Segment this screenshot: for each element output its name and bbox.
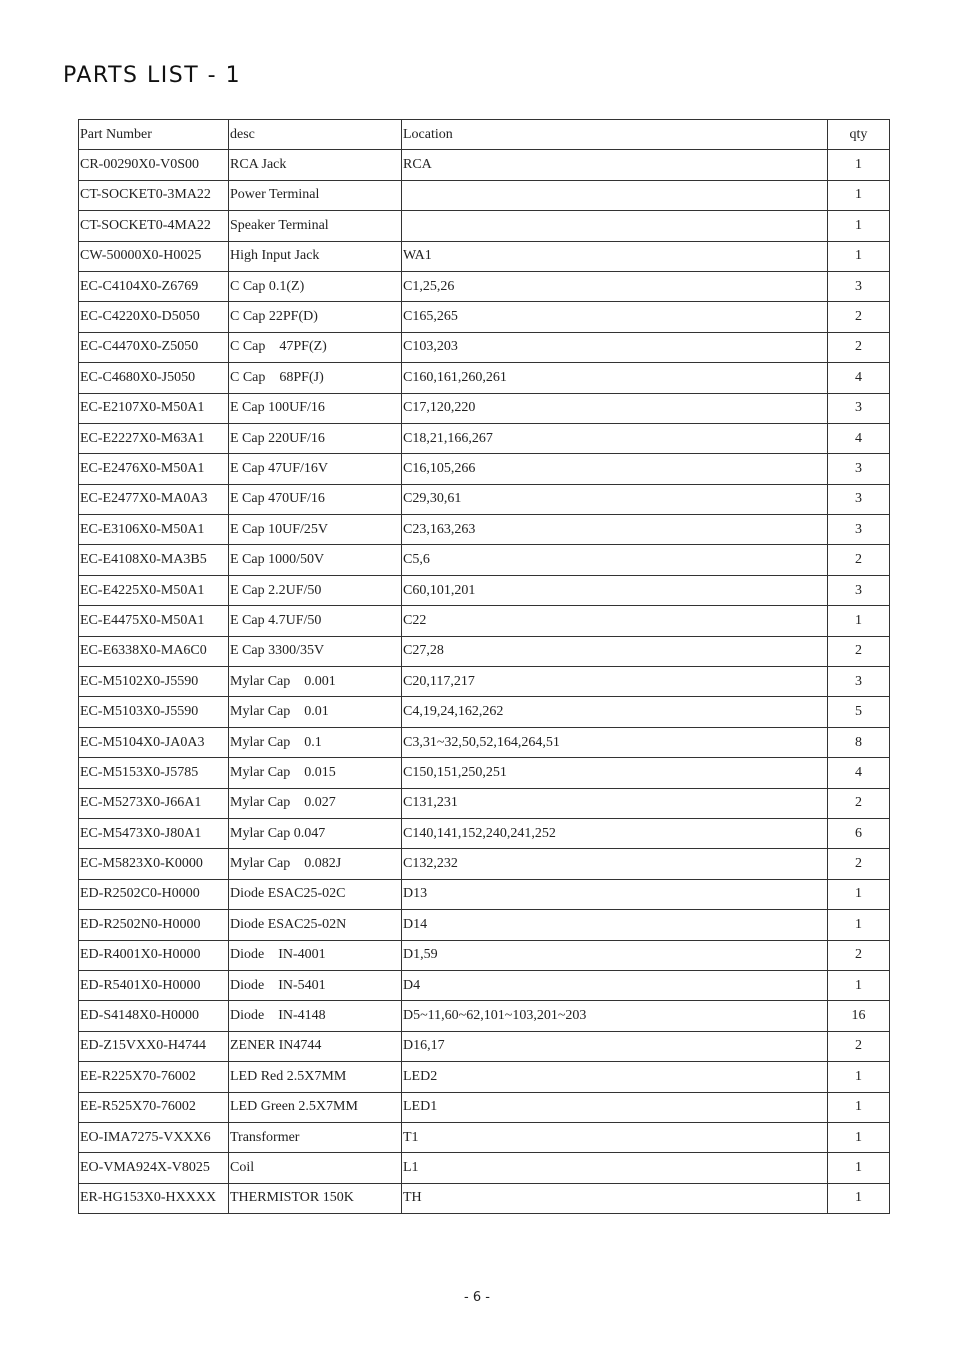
cell-qty: 2 (828, 1031, 890, 1061)
cell-part-number: EC-E3106X0-M50A1 (79, 515, 229, 545)
cell-desc: Diode IN-4148 (229, 1001, 402, 1031)
cell-qty: 4 (828, 363, 890, 393)
cell-location: D1,59 (402, 940, 828, 970)
cell-desc: C Cap 22PF(D) (229, 302, 402, 332)
cell-location: RCA (402, 150, 828, 180)
cell-part-number: EC-E4108X0-MA3B5 (79, 545, 229, 575)
cell-part-number: EC-C4680X0-J5050 (79, 363, 229, 393)
cell-part-number: ED-R2502N0-H0000 (79, 910, 229, 940)
cell-desc: Mylar Cap 0.1 (229, 727, 402, 757)
cell-location: D5~11,60~62,101~103,201~203 (402, 1001, 828, 1031)
cell-location: D14 (402, 910, 828, 940)
cell-qty: 2 (828, 545, 890, 575)
table-row (79, 302, 890, 332)
cell-location: C4,19,24,162,262 (402, 697, 828, 727)
cell-desc: Mylar Cap 0.001 (229, 667, 402, 697)
cell-part-number: CR-00290X0-V0S00 (79, 150, 229, 180)
cell-location: C16,105,266 (402, 454, 828, 484)
page-number: - 6 - (464, 1290, 490, 1305)
cell-location: C5,6 (402, 545, 828, 575)
cell-part-number: EE-R525X70-76002 (79, 1092, 229, 1122)
cell-desc: Diode ESAC25-02N (229, 910, 402, 940)
table-row (79, 484, 890, 514)
header-desc: desc (229, 120, 402, 150)
cell-qty: 3 (828, 454, 890, 484)
cell-qty: 16 (828, 1001, 890, 1031)
cell-location: D16,17 (402, 1031, 828, 1061)
cell-qty: 3 (828, 515, 890, 545)
cell-desc: E Cap 4.7UF/50 (229, 606, 402, 636)
cell-part-number: EC-E6338X0-MA6C0 (79, 636, 229, 666)
cell-desc: C Cap 0.1(Z) (229, 271, 402, 301)
cell-location: LED1 (402, 1092, 828, 1122)
cell-location: L1 (402, 1153, 828, 1183)
cell-part-number: EO-VMA924X-V8025 (79, 1153, 229, 1183)
cell-location: C17,120,220 (402, 393, 828, 423)
cell-qty: 2 (828, 788, 890, 818)
cell-part-number: EE-R225X70-76002 (79, 1062, 229, 1092)
table-header-row (79, 120, 890, 150)
cell-location: C29,30,61 (402, 484, 828, 514)
cell-qty: 2 (828, 940, 890, 970)
cell-desc: RCA Jack (229, 150, 402, 180)
cell-desc: High Input Jack (229, 241, 402, 271)
cell-desc: E Cap 100UF/16 (229, 393, 402, 423)
parts-table (78, 119, 890, 1214)
cell-qty: 1 (828, 1153, 890, 1183)
cell-qty: 1 (828, 1062, 890, 1092)
cell-desc: LED Red 2.5X7MM (229, 1062, 402, 1092)
cell-part-number: ED-S4148X0-H0000 (79, 1001, 229, 1031)
cell-part-number: EC-C4104X0-Z6769 (79, 271, 229, 301)
cell-desc: Diode IN-5401 (229, 970, 402, 1000)
cell-part-number: CT-SOCKET0-3MA22 (79, 180, 229, 210)
table-row (79, 241, 890, 271)
cell-part-number: EC-M5153X0-J5785 (79, 758, 229, 788)
table-row (79, 454, 890, 484)
cell-qty: 1 (828, 910, 890, 940)
table-row (79, 1122, 890, 1152)
cell-desc: THERMISTOR 150K (229, 1183, 402, 1213)
cell-qty: 3 (828, 484, 890, 514)
cell-location: C3,31~32,50,52,164,264,51 (402, 727, 828, 757)
cell-desc: E Cap 47UF/16V (229, 454, 402, 484)
table-row (79, 575, 890, 605)
cell-qty: 1 (828, 1092, 890, 1122)
cell-desc: E Cap 10UF/25V (229, 515, 402, 545)
cell-location: WA1 (402, 241, 828, 271)
cell-desc: Power Terminal (229, 180, 402, 210)
cell-part-number: EC-M5473X0-J80A1 (79, 818, 229, 848)
table-row (79, 970, 890, 1000)
cell-qty: 4 (828, 423, 890, 453)
cell-part-number: EC-M5273X0-J66A1 (79, 788, 229, 818)
cell-location: C103,203 (402, 332, 828, 362)
table-row (79, 940, 890, 970)
table-row (79, 150, 890, 180)
table-row (79, 1183, 890, 1213)
table-row (79, 910, 890, 940)
cell-desc: LED Green 2.5X7MM (229, 1092, 402, 1122)
cell-part-number: EC-M5104X0-JA0A3 (79, 727, 229, 757)
cell-qty: 2 (828, 332, 890, 362)
cell-location: C160,161,260,261 (402, 363, 828, 393)
cell-desc: Mylar Cap 0.082J (229, 849, 402, 879)
table-row (79, 1062, 890, 1092)
table-row (79, 1031, 890, 1061)
cell-location: C27,28 (402, 636, 828, 666)
cell-qty: 3 (828, 271, 890, 301)
table-row (79, 758, 890, 788)
table-row (79, 667, 890, 697)
table-row (79, 1092, 890, 1122)
cell-qty: 3 (828, 393, 890, 423)
table-row (79, 606, 890, 636)
header-location: Location (402, 120, 828, 150)
cell-desc: Diode IN-4001 (229, 940, 402, 970)
table-row (79, 697, 890, 727)
cell-part-number: ER-HG153X0-HXXXX (79, 1183, 229, 1213)
table-row (79, 1001, 890, 1031)
cell-location: C60,101,201 (402, 575, 828, 605)
cell-part-number: EO-IMA7275-VXXX6 (79, 1122, 229, 1152)
cell-part-number: EC-C4470X0-Z5050 (79, 332, 229, 362)
cell-location: C1,25,26 (402, 271, 828, 301)
cell-desc: Mylar Cap 0.01 (229, 697, 402, 727)
cell-qty: 5 (828, 697, 890, 727)
cell-part-number: EC-C4220X0-D5050 (79, 302, 229, 332)
cell-location: C150,151,250,251 (402, 758, 828, 788)
cell-qty: 2 (828, 636, 890, 666)
cell-qty: 3 (828, 667, 890, 697)
header-part-number: Part Number (79, 120, 229, 150)
table-row (79, 363, 890, 393)
cell-part-number: EC-M5823X0-K0000 (79, 849, 229, 879)
table-row (79, 727, 890, 757)
table-row (79, 271, 890, 301)
cell-desc: Speaker Terminal (229, 211, 402, 241)
cell-part-number: EC-E2107X0-M50A1 (79, 393, 229, 423)
page-title: PARTS LIST - 1 (63, 63, 242, 88)
cell-location: C165,265 (402, 302, 828, 332)
cell-desc: C Cap 68PF(J) (229, 363, 402, 393)
cell-qty: 4 (828, 758, 890, 788)
cell-location: TH (402, 1183, 828, 1213)
cell-desc: E Cap 1000/50V (229, 545, 402, 575)
cell-location: C20,117,217 (402, 667, 828, 697)
cell-part-number: ED-R4001X0-H0000 (79, 940, 229, 970)
cell-desc: Diode ESAC25-02C (229, 879, 402, 909)
table-row (79, 423, 890, 453)
cell-location: D13 (402, 879, 828, 909)
cell-qty: 1 (828, 1122, 890, 1152)
table-row (79, 636, 890, 666)
cell-desc: Mylar Cap 0.027 (229, 788, 402, 818)
cell-desc: Coil (229, 1153, 402, 1183)
cell-location: C23,163,263 (402, 515, 828, 545)
table-row (79, 788, 890, 818)
cell-location (402, 180, 828, 210)
cell-qty: 1 (828, 180, 890, 210)
cell-part-number: CT-SOCKET0-4MA22 (79, 211, 229, 241)
cell-location: LED2 (402, 1062, 828, 1092)
table-row (79, 332, 890, 362)
cell-location: C22 (402, 606, 828, 636)
table-row (79, 879, 890, 909)
cell-qty: 1 (828, 211, 890, 241)
cell-location: C132,232 (402, 849, 828, 879)
cell-desc: E Cap 220UF/16 (229, 423, 402, 453)
table-row (79, 849, 890, 879)
cell-desc: Mylar Cap 0.015 (229, 758, 402, 788)
cell-part-number: ED-R5401X0-H0000 (79, 970, 229, 1000)
cell-qty: 8 (828, 727, 890, 757)
cell-part-number: EC-M5102X0-J5590 (79, 667, 229, 697)
cell-part-number: ED-R2502C0-H0000 (79, 879, 229, 909)
cell-part-number: EC-E4225X0-M50A1 (79, 575, 229, 605)
cell-desc: ZENER IN4744 (229, 1031, 402, 1061)
table-row (79, 393, 890, 423)
cell-part-number: EC-E2227X0-M63A1 (79, 423, 229, 453)
cell-qty: 3 (828, 575, 890, 605)
cell-desc: E Cap 3300/35V (229, 636, 402, 666)
table-row (79, 545, 890, 575)
cell-location: D4 (402, 970, 828, 1000)
cell-qty: 1 (828, 970, 890, 1000)
cell-location: C131,231 (402, 788, 828, 818)
cell-desc: C Cap 47PF(Z) (229, 332, 402, 362)
cell-desc: Mylar Cap 0.047 (229, 818, 402, 848)
cell-qty: 2 (828, 302, 890, 332)
cell-part-number: EC-E4475X0-M50A1 (79, 606, 229, 636)
cell-desc: Transformer (229, 1122, 402, 1152)
cell-qty: 2 (828, 849, 890, 879)
cell-location: T1 (402, 1122, 828, 1152)
cell-qty: 1 (828, 150, 890, 180)
cell-desc: E Cap 470UF/16 (229, 484, 402, 514)
header-qty: qty (828, 120, 890, 150)
table-row (79, 1153, 890, 1183)
table-row (79, 818, 890, 848)
cell-part-number: EC-M5103X0-J5590 (79, 697, 229, 727)
cell-qty: 1 (828, 241, 890, 271)
cell-qty: 1 (828, 606, 890, 636)
cell-desc: E Cap 2.2UF/50 (229, 575, 402, 605)
table-row (79, 211, 890, 241)
cell-qty: 6 (828, 818, 890, 848)
cell-qty: 1 (828, 1183, 890, 1213)
cell-location: C140,141,152,240,241,252 (402, 818, 828, 848)
cell-location: C18,21,166,267 (402, 423, 828, 453)
cell-part-number: CW-50000X0-H0025 (79, 241, 229, 271)
cell-qty: 1 (828, 879, 890, 909)
cell-location (402, 211, 828, 241)
cell-part-number: EC-E2477X0-MA0A3 (79, 484, 229, 514)
parts-table-body (79, 150, 890, 1214)
cell-part-number: EC-E2476X0-M50A1 (79, 454, 229, 484)
cell-part-number: ED-Z15VXX0-H4744 (79, 1031, 229, 1061)
table-row (79, 515, 890, 545)
table-row (79, 180, 890, 210)
